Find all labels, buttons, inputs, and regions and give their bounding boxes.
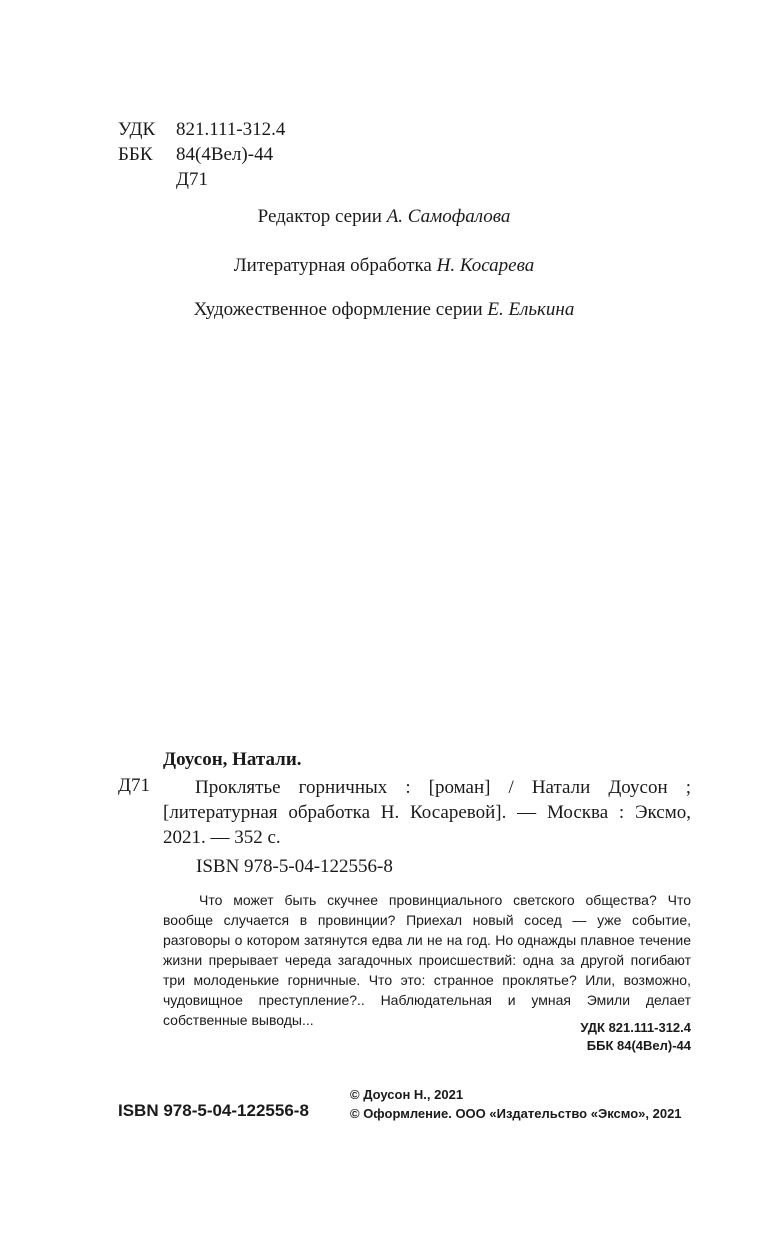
credit-name: А. Самофалова	[386, 206, 511, 227]
udk-value: 821.111-312.4	[176, 119, 286, 140]
bottom-bbk: ББК 84(4Вел)-44	[586, 1038, 691, 1053]
bib-isbn: ISBN 978-5-04-122556-8	[196, 856, 393, 877]
abstract: Что может быть скучнее провинциального светского общества? Что вообще случается в провинции? Приехал новый сосед — уже событие, разговоры о котором затянутся едва ли не на год. Но однажды плавное течение жизни прерывает череда загадочных происшествий: одна за другой погибают три молоденькие горничные. Что это: странное проклятье? Или, возможно, чудовищное преступление?.. Наблюдательная и умная Эмили делает собственные выводы...	[163, 892, 691, 1028]
author-mark-row	[118, 167, 285, 192]
credit-series-editor	[0, 206, 768, 228]
credit-role: Литературная обработка	[233, 255, 432, 276]
bib-author: Доусон, Натали.	[163, 749, 302, 770]
bbk-row	[118, 142, 285, 167]
credit-name: Е. Елькина	[487, 299, 575, 320]
classification-codes	[118, 117, 285, 192]
copyright-author: © Доусон Н., 2021	[350, 1087, 464, 1102]
author-mark: Д71	[176, 169, 208, 190]
copyright-block	[350, 1085, 682, 1123]
credit-series-design	[0, 299, 768, 321]
credit-role: Художественное оформление серии	[193, 299, 483, 320]
copyright-design: © Оформление. ООО «Издательство «Эксмо», 2021	[350, 1106, 682, 1121]
credit-role: Редактор серии	[257, 206, 382, 227]
bottom-udk: УДК 821.111-312.4	[580, 1020, 691, 1035]
udk-label: УДК	[118, 119, 156, 140]
credit-literary-editing	[0, 255, 768, 277]
bbk-label: ББК	[118, 144, 153, 165]
credit-name: Н. Косарева	[436, 255, 535, 276]
bib-code: Д71	[118, 775, 150, 796]
footer-isbn: ISBN 978-5-04-122556-8	[118, 1101, 309, 1120]
udk-row	[118, 117, 285, 142]
bottom-codes	[480, 1019, 691, 1055]
bib-description: Проклятье горничных : [роман] / Натали Доусон ; [литературная обработка Н. Косаревой]. — Москва : Эксмо, 2021. — 352 с.	[163, 777, 691, 848]
bbk-value: 84(4Вел)-44	[176, 144, 274, 165]
